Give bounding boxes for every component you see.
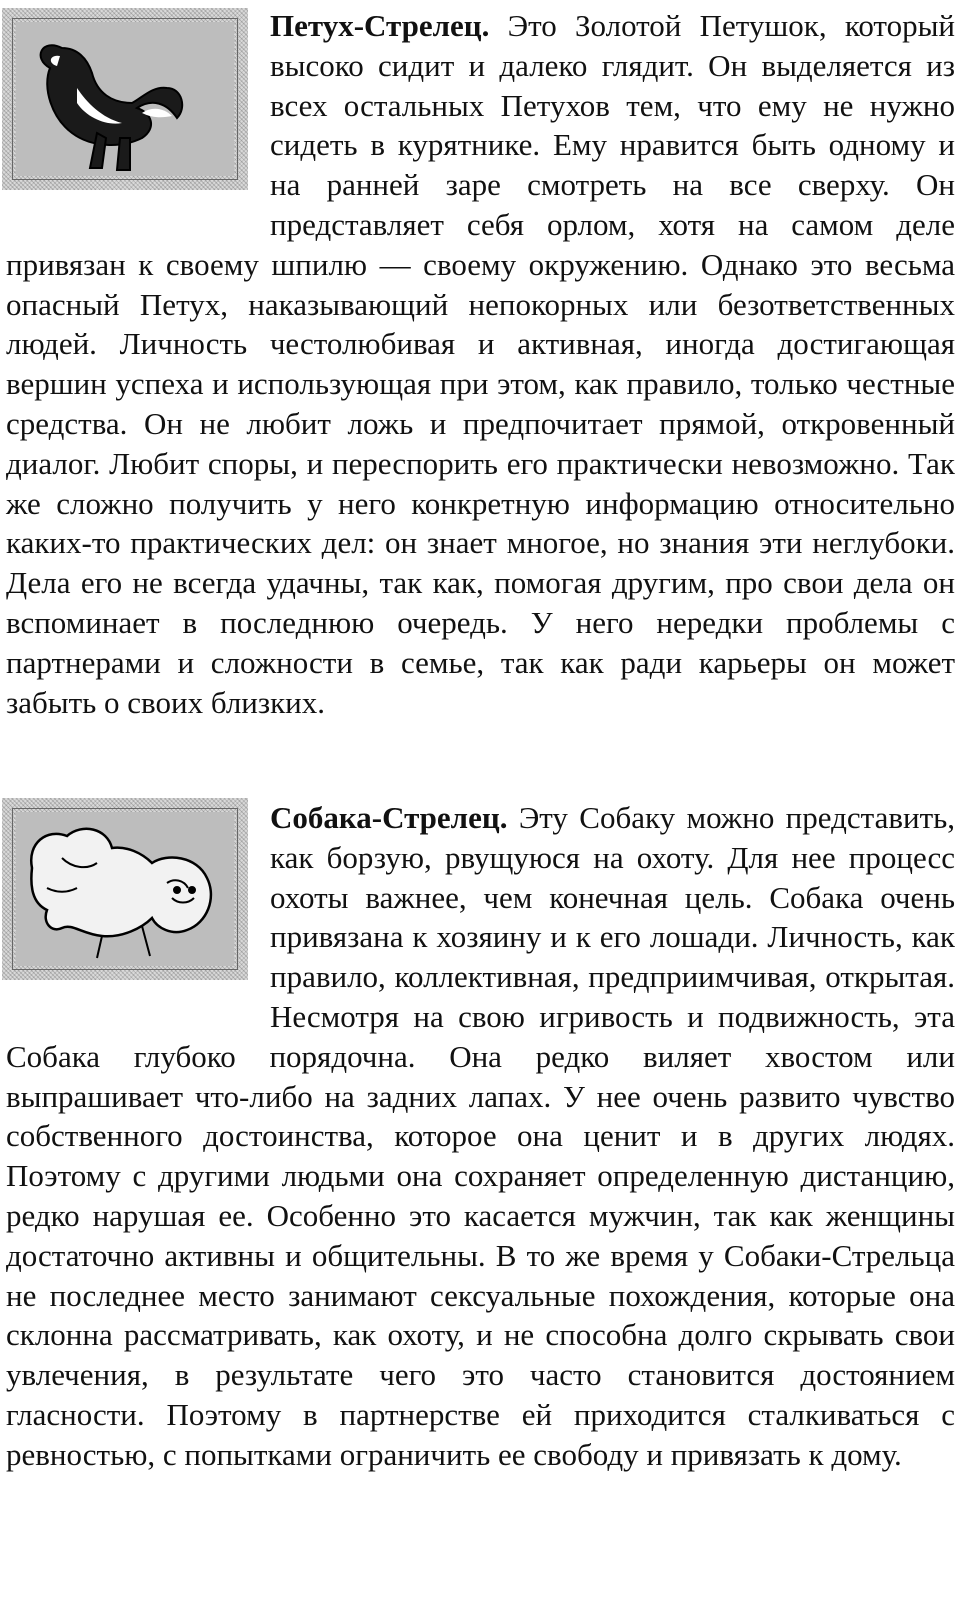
dog-icon	[2, 798, 248, 980]
rooster-illustration	[2, 8, 248, 190]
dog-illustration	[2, 798, 248, 980]
section-dog-sagittarius	[0, 798, 979, 1475]
section-heading: Собака-Стрелец.	[270, 800, 508, 835]
section-rooster-sagittarius	[0, 6, 979, 722]
section-body: Это Золотой Петушок, который высоко сидит и далеко глядит. Он выделяется из всех остальных Петухов тем, что ему не нужно сидеть в курятнике. Ему нравится быть одному и на ранней заре смотреть на все сверху. Он представляет себя орлом, хотя на самом деле привязан к своему шпилю — своему окружению. Однако это весьма опасный Петух, наказывающий непокорных или безответственных людей. Личность честолюбивая и активная, иногда достигающая вершин успеха и использующая при этом, как правило, только честные средства. Он не любит ложь и предпочитает прямой, откровенный диалог. Любит споры, и переспорить его практически невозможно. Так же сложно получить у него конкретную информацию относительно каких-то практических дел: он знает многое, но знания эти неглубоки. Дела его не всегда удачны, так как, помогая другим, про свои дела он вспоминает в последнюю очередь. У него нередки проблемы с партнерами и сложности в семье, так как ради карьеры он может забыть о своих близких.	[6, 8, 955, 720]
section-body: Эту Собаку можно представить, как борзую, рвущуюся на охоту. Для нее процесс охоты важнее, чем конечная цель. Собака очень привязана к хозяину и к его лошади. Личность, как правило, коллективная, предприимчивая, открытая. Несмотря на свою игривость и подвижность, эта Собака глубоко порядочна. Она редко виляет хвостом или выпрашивает что-либо на задних лапах. У нее очень развито чувство собственного достоинства, которое она ценит и в других людях. Поэтому с другими людьми она сохраняет определенную дистанцию, редко нарушая ее. Особенно это касается мужчин, так как женщины достаточно активны и общительны. В то же время у Собаки-Стрельца не последнее место занимают сексуальные похождения, которые она склонна рассматривать, как охоту, и не способна долго скрывать свои увлечения, в результате чего это часто становится достоянием гласности. Поэтому в партнерстве ей приходится сталкиваться с ревностью, с попытками ограничить ее свободу и привязать к дому.	[6, 800, 955, 1472]
rooster-icon	[2, 8, 248, 190]
section-heading: Петух-Стрелец.	[270, 8, 490, 43]
